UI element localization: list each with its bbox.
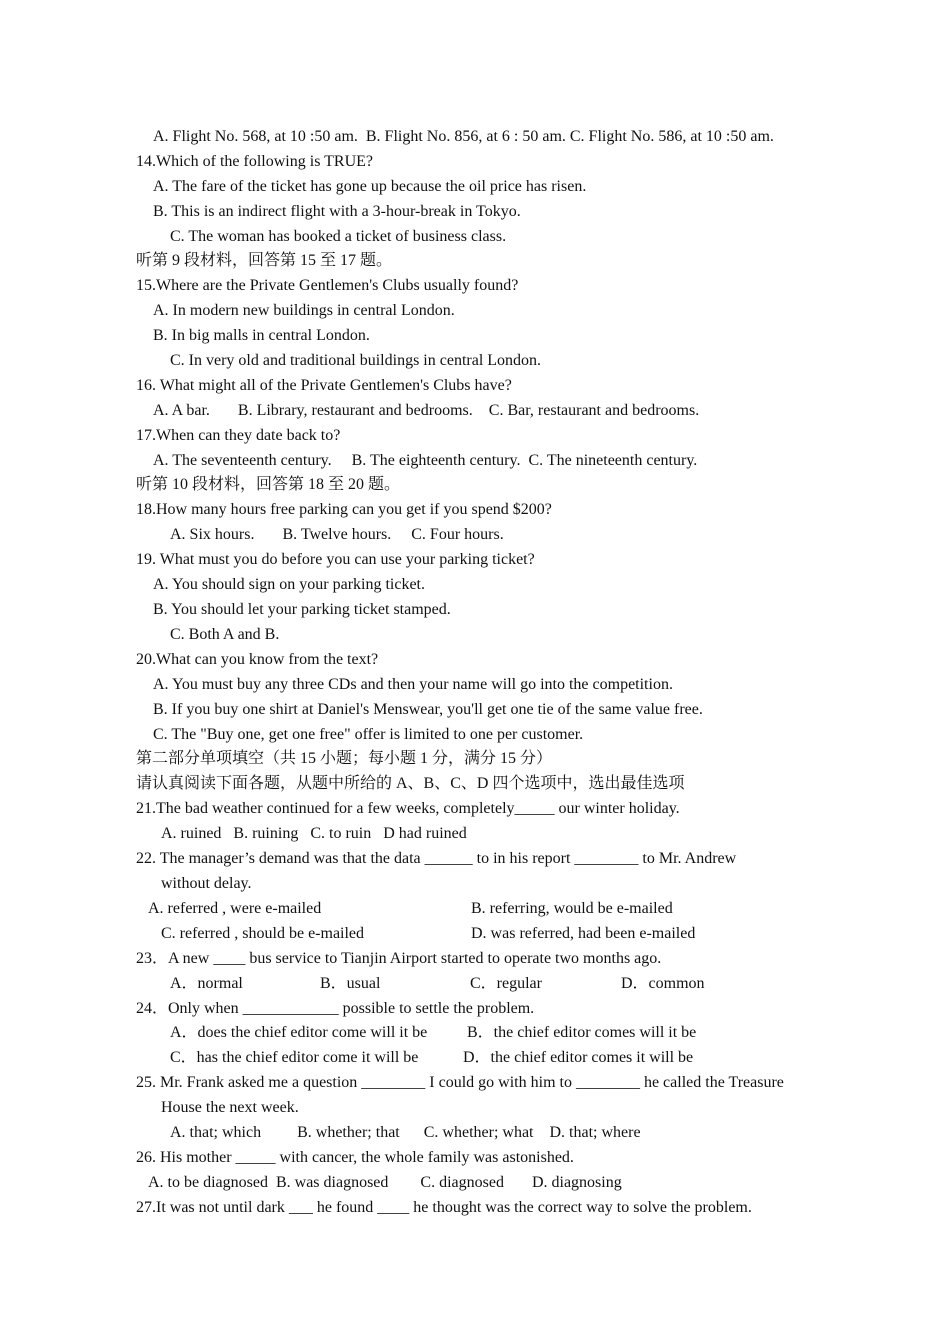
q15-option-b: B. In big malls in central London. <box>153 327 370 344</box>
part-two-heading: 第二部分单项填空（共 15 小题；每小题 1 分，满分 15 分） <box>136 750 553 767</box>
q20-option-a: A. You must buy any three CDs and then your name will go into the competition. <box>153 676 673 693</box>
q19-question: 19. What must you do before you can use your parking ticket? <box>136 551 535 568</box>
q14-option-b: B. This is an indirect flight with a 3-hour-break in Tokyo. <box>153 203 521 220</box>
q20-option-c: C. The "Buy one, get one free" offer is limited to one per customer. <box>153 726 584 743</box>
q23-option-a: A．normal <box>170 975 243 992</box>
q17-options: A. The seventeenth century. B. The eighteenth century. C. The nineteenth century. <box>153 452 698 469</box>
q25-question-cont: House the next week. <box>161 1099 299 1116</box>
section-instruction-9: 听第 9 段材料，回答第 15 至 17 题。 <box>136 252 393 269</box>
q18-options: A. Six hours. B. Twelve hours. C. Four hours. <box>170 526 504 543</box>
q24-option-b: B．the chief editor comes will it be <box>467 1024 697 1041</box>
q22-option-b: B. referring, would be e-mailed <box>471 900 673 917</box>
q23-option-d: D．common <box>621 975 705 992</box>
q23-option-c: C．regular <box>470 975 542 992</box>
q14-option-a: A. The fare of the ticket has gone up because the oil price has risen. <box>153 178 587 195</box>
q22-question: 22. The manager’s demand was that the data ______ to in his report ________ to Mr. Andrew <box>136 850 737 867</box>
q19-option-b: B. You should let your parking ticket stamped. <box>153 601 451 618</box>
q19-option-c: C. Both A and B. <box>170 626 280 643</box>
q26-question: 26. His mother _____ with cancer, the whole family was astonished. <box>136 1149 574 1166</box>
q22-option-d: D. was referred, had been e-mailed <box>471 925 696 942</box>
q23-question: 23．A new ____ bus service to Tianjin Airport started to operate two months ago. <box>136 950 662 967</box>
q24-option-c: C．has the chief editor come it will be <box>170 1049 419 1066</box>
q15-question: 15.Where are the Private Gentlemen's Clubs usually found? <box>136 277 519 294</box>
q24-option-a: A．does the chief editor come will it be <box>170 1024 428 1041</box>
q25-options: A. that; which B. whether; that C. whether; what D. that; where <box>170 1124 641 1141</box>
q24-question: 24．Only when ____________ possible to settle the problem. <box>136 1000 535 1017</box>
q22-option-a: A. referred , were e-mailed <box>148 900 322 917</box>
q13-options: A. Flight No. 568, at 10 :50 am. B. Flight No. 856, at 6 : 50 am. C. Flight No. 586, at 10 :50 am. <box>153 128 774 145</box>
q24-option-d: D．the chief editor comes it will be <box>463 1049 694 1066</box>
q19-option-a: A. You should sign on your parking ticket. <box>153 576 425 593</box>
q21-options: A. ruined B. ruining C. to ruin D had ruined <box>161 825 467 842</box>
q17-question: 17.When can they date back to? <box>136 427 341 444</box>
q20-option-b: B. If you buy one shirt at Daniel's Menswear, you'll get one tie of the same value free. <box>153 701 703 718</box>
q26-options: A. to be diagnosed B. was diagnosed C. diagnosed D. diagnosing <box>148 1174 622 1191</box>
q15-option-c: C. In very old and traditional buildings in central London. <box>170 352 542 369</box>
q16-question: 16. What might all of the Private Gentlemen's Clubs have? <box>136 377 512 394</box>
q25-question: 25. Mr. Frank asked me a question ________ I could go with him to ________ he called the Treasure <box>136 1074 784 1091</box>
q14-option-c: C. The woman has booked a ticket of business class. <box>170 228 507 245</box>
section-instruction-10: 听第 10 段材料，回答第 18 至 20 题。 <box>136 476 401 493</box>
q18-question: 18.How many hours free parking can you get if you spend $200? <box>136 501 552 518</box>
q20-question: 20.What can you know from the text? <box>136 651 379 668</box>
part-two-instruction: 请认真阅读下面各题，从题中所给的 A、B、C、D 四个选项中，选出最佳选项 <box>136 775 685 792</box>
q15-option-a: A. In modern new buildings in central London. <box>153 302 455 319</box>
q14-question: 14.Which of the following is TRUE? <box>136 153 373 170</box>
q22-option-c: C. referred , should be e-mailed <box>161 925 365 942</box>
q23-option-b: B．usual <box>320 975 381 992</box>
q16-options: A. A bar. B. Library, restaurant and bedrooms. C. Bar, restaurant and bedrooms. <box>153 402 700 419</box>
q27-question: 27.It was not until dark ___ he found ____ he thought was the correct way to solve the problem. <box>136 1199 752 1216</box>
q21-question: 21.The bad weather continued for a few weeks, completely_____ our winter holiday. <box>136 800 680 817</box>
q22-question-cont: without delay. <box>161 875 252 892</box>
